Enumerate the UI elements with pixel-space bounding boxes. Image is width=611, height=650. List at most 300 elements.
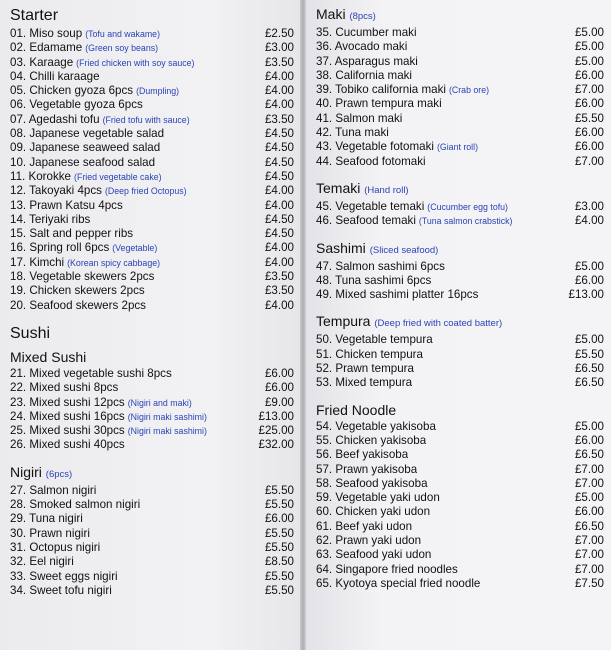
maki-section — [316, 6, 604, 169]
menu-item — [316, 491, 604, 505]
menu-item — [10, 84, 294, 98]
menu-item-name: 24. Mixed sushi 16pcs — [10, 409, 125, 423]
menu-item-price: £4.00 — [574, 214, 604, 228]
menu-item-name-wrap — [316, 520, 412, 534]
menu-item-name: 38. California maki — [316, 68, 413, 82]
menu-item-name-wrap — [10, 527, 90, 541]
menu-item — [316, 505, 604, 519]
menu-item-name: 64. Singapore fried noodles — [316, 562, 458, 576]
menu-item — [10, 199, 294, 213]
menu-item-price: £6.00 — [574, 433, 604, 447]
menu-item — [316, 520, 604, 534]
menu-item-price: £3.50 — [264, 55, 294, 69]
menu-item-name: 52. Prawn tempura — [316, 362, 414, 376]
menu-item-price: £4.00 — [264, 98, 294, 112]
menu-item-price: £4.00 — [264, 298, 294, 312]
menu-item — [10, 367, 294, 381]
menu-item-name: 04. Chilli karaage — [10, 69, 100, 83]
menu-item-name-wrap — [10, 199, 123, 213]
menu-item-price: £7.00 — [574, 83, 604, 97]
menu-item-price: £8.50 — [264, 555, 294, 569]
menu-item — [316, 362, 604, 376]
menu-item-price: £3.00 — [574, 199, 604, 213]
menu-item — [10, 424, 294, 438]
menu-item-name: 18. Vegetable skewers 2pcs — [10, 270, 155, 284]
left-menu-page — [0, 0, 300, 650]
menu-item-name: 34. Sweet tofu nigiri — [10, 583, 112, 597]
menu-item — [316, 69, 604, 83]
menu-item — [10, 438, 294, 452]
menu-item-name: 09. Japanese seaweed salad — [10, 141, 161, 155]
mixed-sushi-section — [10, 349, 294, 453]
menu-item — [316, 434, 604, 448]
menu-item — [316, 83, 604, 97]
menu-item-name-wrap — [10, 570, 118, 584]
menu-item-name: 42. Tuna maki — [316, 126, 389, 140]
menu-item — [316, 274, 604, 288]
fried-noodle-section — [316, 402, 604, 592]
menu-item-name: 49. Mixed sashimi platter 16pcs — [316, 288, 479, 302]
menu-item-price: £4.00 — [264, 255, 294, 269]
menu-item-name-wrap — [10, 424, 207, 438]
sashimi-note: (Sliced seafood) — [369, 244, 439, 256]
menu-item-price: £25.00 — [258, 424, 294, 438]
menu-item-price: £4.00 — [264, 184, 294, 198]
menu-item-name: 16. Spring roll 6pcs — [10, 241, 110, 255]
maki-items — [316, 26, 604, 169]
menu-item-name-wrap — [316, 126, 389, 140]
menu-item-name-wrap — [316, 140, 478, 154]
menu-item-name: 53. Mixed tempura — [316, 376, 413, 390]
menu-item-description: (Crab ore) — [448, 85, 490, 96]
menu-item-name-wrap — [10, 396, 192, 410]
menu-item-name-wrap — [10, 156, 155, 170]
menu-item-name-wrap — [316, 448, 408, 462]
menu-item-price: £6.00 — [574, 97, 604, 111]
menu-item — [10, 256, 294, 270]
menu-item-name-wrap — [10, 541, 100, 555]
menu-item-price: £5.00 — [574, 40, 604, 54]
mixed-sushi-items — [10, 367, 294, 453]
menu-item-name-wrap — [10, 512, 83, 526]
menu-item-price: £5.00 — [574, 419, 604, 433]
starter-section — [10, 6, 294, 313]
menu-item-name-wrap — [316, 97, 442, 111]
tempura-items — [316, 333, 604, 390]
fried-noodle-title: Fried Noodle — [316, 401, 397, 418]
menu-item-name-wrap — [316, 214, 512, 228]
menu-item — [10, 527, 294, 541]
menu-item-name-wrap — [316, 477, 428, 491]
menu-item-price: £5.50 — [264, 498, 294, 512]
maki-title-text: Maki — [316, 6, 346, 22]
menu-item — [10, 170, 294, 184]
menu-item-name-wrap — [10, 213, 90, 227]
menu-item-name: 02. Edamame — [10, 41, 83, 55]
menu-item — [10, 396, 294, 410]
menu-item — [316, 155, 604, 169]
menu-item-name: 30. Prawn nigiri — [10, 526, 90, 540]
menu-item-price: £7.00 — [574, 462, 604, 476]
menu-item-name-wrap — [316, 288, 478, 302]
menu-item — [10, 284, 294, 298]
menu-item-name: 46. Seafood temaki — [316, 214, 416, 228]
menu-item-name: 15. Salt and pepper ribs — [10, 227, 134, 241]
menu-item-name: 22. Mixed sushi 8pcs — [10, 381, 119, 395]
menu-item-price: £6.00 — [264, 366, 294, 380]
menu-item — [316, 126, 604, 140]
menu-item — [10, 555, 294, 569]
menu-item-name-wrap — [316, 548, 431, 562]
menu-item — [10, 184, 294, 198]
menu-item — [316, 260, 604, 274]
menu-item-price: £5.50 — [264, 569, 294, 583]
menu-item-name: 21. Mixed vegetable sushi 8pcs — [10, 366, 172, 380]
menu-item-name: 59. Vegetable yaki udon — [316, 491, 440, 505]
menu-item-name-wrap — [10, 410, 207, 424]
menu-item — [316, 577, 604, 591]
menu-item — [10, 127, 294, 141]
menu-item-price: £4.00 — [264, 198, 294, 212]
tempura-section — [316, 313, 604, 390]
menu-item — [316, 463, 604, 477]
menu-item — [10, 227, 294, 241]
menu-item-name: 45. Vegetable temaki — [316, 199, 425, 213]
menu-item-name: 63. Seafood yaki udon — [316, 548, 432, 562]
menu-item — [316, 563, 604, 577]
menu-item-name: 50. Vegetable tempura — [316, 333, 433, 347]
menu-item-name: 28. Smoked salmon nigiri — [10, 498, 141, 512]
menu-item-price: £4.50 — [264, 227, 294, 241]
menu-item-name-wrap — [316, 534, 421, 548]
menu-item — [316, 348, 604, 362]
menu-item-price: £3.50 — [264, 284, 294, 298]
menu-item — [316, 548, 604, 562]
menu-item-name: 37. Asparagus maki — [316, 54, 418, 68]
menu-item-description: (Tuna salmon crabstick) — [418, 216, 513, 227]
menu-item — [316, 214, 604, 228]
menu-item-name: 54. Vegetable yakisoba — [316, 419, 436, 433]
menu-item-price: £5.00 — [574, 491, 604, 505]
menu-item-name-wrap — [10, 584, 112, 598]
menu-item — [316, 448, 604, 462]
menu-item-price: £6.00 — [574, 273, 604, 287]
menu-item — [10, 113, 294, 127]
temaki-items — [316, 200, 604, 229]
menu-item-name-wrap — [316, 491, 440, 505]
menu-item — [316, 55, 604, 69]
menu-item — [10, 512, 294, 526]
menu-item-price: £4.50 — [264, 127, 294, 141]
menu-item-name-wrap — [10, 56, 194, 70]
menu-item-price: £5.00 — [574, 54, 604, 68]
menu-item — [316, 40, 604, 54]
menu-item-name-wrap — [316, 260, 445, 274]
menu-item-description: (Nigiri maki sashimi) — [127, 426, 207, 437]
menu-item-name-wrap — [316, 434, 426, 448]
menu-item-name: 11. Korokke — [10, 169, 72, 183]
menu-item — [316, 97, 604, 111]
menu-item — [316, 534, 604, 548]
menu-item-name-wrap — [10, 41, 158, 55]
menu-item-name-wrap — [316, 376, 412, 390]
menu-item-description: (Fried tofu with sauce) — [102, 114, 190, 125]
menu-item-description: (Cucumber egg tofu) — [427, 201, 508, 212]
menu-item-name-wrap — [10, 284, 145, 298]
menu-item-description: (Tofu and wakame) — [85, 29, 160, 39]
menu-item-name-wrap — [10, 241, 157, 255]
menu-item — [10, 98, 294, 112]
menu-item-price: £5.50 — [264, 583, 294, 597]
menu-item-price: £7.00 — [574, 548, 604, 562]
menu-item-name: 01. Miso soup — [10, 27, 83, 40]
menu-item-name-wrap — [10, 270, 154, 284]
menu-item-price: £9.00 — [264, 395, 294, 409]
menu-item-name: 06. Vegetable gyoza 6pcs — [10, 98, 143, 112]
menu-item-name-wrap — [10, 170, 162, 184]
menu-item-name-wrap — [316, 40, 407, 54]
menu-item-price: £6.00 — [574, 505, 604, 519]
menu-item-name-wrap — [316, 333, 433, 347]
menu-item-price: £4.50 — [264, 141, 294, 155]
tempura-note: (Deep fried with coated batter) — [374, 318, 503, 330]
menu-item-price: £4.00 — [264, 241, 294, 255]
menu-item-price: £6.00 — [574, 140, 604, 154]
menu-item-name: 39. Tobiko california maki — [316, 83, 446, 97]
menu-item-name-wrap — [10, 84, 179, 98]
menu-item-price: £13.00 — [258, 409, 294, 423]
menu-item-name-wrap — [10, 256, 160, 270]
menu-item-name: 23. Mixed sushi 12pcs — [10, 395, 125, 409]
menu-item — [10, 156, 294, 170]
menu-item-name-wrap — [10, 438, 125, 452]
menu-item — [10, 410, 294, 424]
menu-item-name-wrap — [316, 55, 418, 69]
nigiri-note: (6pcs) — [45, 468, 73, 480]
temaki-title — [316, 180, 604, 199]
menu-item — [10, 584, 294, 598]
menu-item-price: £6.50 — [574, 519, 604, 533]
menu-item-name: 33. Sweet eggs nigiri — [10, 569, 118, 583]
menu-item-description: (Fried vegetable cake) — [74, 171, 162, 182]
menu-item-name: 07. Agedashi tofu — [10, 112, 100, 126]
menu-item-price: £7.00 — [574, 534, 604, 548]
menu-item-price: £13.00 — [568, 288, 604, 302]
menu-item — [10, 541, 294, 555]
menu-item-description: (Vegetable) — [112, 243, 158, 254]
nigiri-section — [10, 464, 294, 598]
nigiri-title — [10, 464, 294, 483]
menu-item-name-wrap — [10, 113, 190, 127]
menu-item-price: £6.50 — [574, 448, 604, 462]
menu-item-name: 35. Cucumber maki — [316, 26, 417, 39]
menu-item-name-wrap — [316, 274, 431, 288]
menu-item-name-wrap — [10, 227, 133, 241]
menu-item-name: 60. Chicken yaki udon — [316, 505, 431, 519]
menu-item-name: 57. Prawn yakisoba — [316, 462, 418, 476]
menu-item — [10, 56, 294, 70]
menu-item-name-wrap — [316, 463, 417, 477]
starter-items — [10, 27, 294, 313]
menu-item-price: £6.50 — [574, 376, 604, 390]
menu-item-name: 03. Karaage — [10, 55, 74, 69]
menu-item-name-wrap — [10, 484, 96, 498]
menu-item — [10, 498, 294, 512]
menu-item-name: 40. Prawn tempura maki — [316, 97, 442, 111]
menu-item-name: 20. Seafood skewers 2pcs — [10, 298, 146, 312]
menu-item-name-wrap — [10, 27, 160, 41]
menu-item-name: 14. Teriyaki ribs — [10, 212, 91, 226]
menu-item-name: 58. Seafood yakisoba — [316, 476, 428, 490]
menu-item — [10, 299, 294, 313]
menu-item-name-wrap — [316, 577, 480, 591]
menu-item-price: £5.00 — [574, 333, 604, 347]
menu-item-name-wrap — [10, 381, 118, 395]
right-menu-page — [306, 0, 611, 650]
sashimi-title-text: Sashimi — [316, 239, 366, 256]
menu-item-name: 25. Mixed sushi 30pcs — [10, 424, 125, 438]
menu-item-description: (Nigiri and maki) — [127, 397, 192, 408]
menu-item — [316, 420, 604, 434]
temaki-title-text: Temaki — [316, 179, 361, 196]
menu-item-price: £4.50 — [264, 212, 294, 226]
menu-item-price: £6.50 — [574, 362, 604, 376]
menu-item-price: £7.00 — [574, 562, 604, 576]
menu-item-name: 29. Tuna nigiri — [10, 512, 83, 526]
menu-item — [316, 333, 604, 347]
menu-item-description: (Giant roll) — [436, 142, 479, 153]
menu-item-price: £4.50 — [264, 155, 294, 169]
menu-item-name-wrap — [10, 98, 143, 112]
menu-item-name: 10. Japanese seafood salad — [10, 155, 156, 169]
menu-item-name: 56. Beef yakisoba — [316, 448, 409, 462]
menu-item-name: 65. Kyotoya special fried noodle — [316, 576, 481, 590]
maki-title — [316, 6, 604, 25]
menu-item — [316, 26, 604, 40]
menu-item — [10, 27, 294, 41]
menu-item — [10, 241, 294, 255]
menu-item-name-wrap — [316, 200, 508, 214]
menu-item-name: 13. Prawn Katsu 4pcs — [10, 198, 123, 212]
menu-item — [10, 213, 294, 227]
menu-item-name-wrap — [10, 127, 164, 141]
menu-item-name: 17. Kimchi — [10, 255, 65, 269]
menu-item-price: £4.50 — [264, 169, 294, 183]
menu-item-price: £7.50 — [574, 576, 604, 590]
menu-item-price: £5.50 — [264, 483, 294, 497]
menu-item-name-wrap — [316, 362, 414, 376]
menu-item-name-wrap — [10, 498, 140, 512]
menu-item-name: 32. Eel nigiri — [10, 555, 74, 569]
menu-item-name: 36. Avocado maki — [316, 40, 408, 54]
menu-item-name-wrap — [316, 348, 423, 362]
menu-item-price: £5.50 — [574, 111, 604, 125]
menu-item-name: 55. Chicken yakisoba — [316, 433, 427, 447]
menu-item — [10, 570, 294, 584]
menu-item-name-wrap — [316, 83, 489, 97]
menu-item-name: 19. Chicken skewers 2pcs — [10, 284, 145, 298]
menu-item-name: 05. Chicken gyoza 6pcs — [10, 84, 134, 98]
menu-item-description: (Nigiri maki sashimi) — [127, 411, 207, 422]
menu-item — [316, 477, 604, 491]
menu-item-name: 62. Prawn yaki udon — [316, 534, 422, 548]
temaki-note: (Hand roll) — [364, 184, 409, 196]
menu-item-price: £5.50 — [264, 526, 294, 540]
menu-item-name-wrap — [316, 155, 426, 169]
sashimi-title — [316, 240, 604, 259]
menu-item-name-wrap — [10, 367, 172, 381]
menu-item-name: 51. Chicken tempura — [316, 347, 423, 361]
menu-item-name: 41. Salmon maki — [316, 111, 403, 125]
menu-item-price: £2.50 — [264, 27, 294, 40]
menu-item-price: £5.00 — [574, 26, 604, 39]
menu-item-name: 31. Octopus nigiri — [10, 540, 101, 554]
tempura-title-text: Tempura — [316, 313, 371, 330]
menu-item-price: £3.50 — [264, 112, 294, 126]
menu-item-name: 08. Japanese vegetable salad — [10, 127, 165, 141]
sashimi-items — [316, 260, 604, 303]
menu-item — [10, 141, 294, 155]
menu-item-description: (Korean spicy cabbage) — [67, 257, 161, 268]
menu-item-price: £6.00 — [264, 512, 294, 526]
starter-title: Starter — [10, 7, 59, 24]
menu-item-price: £3.00 — [264, 41, 294, 55]
menu-item-name-wrap — [316, 420, 436, 434]
menu-item-price: £5.50 — [264, 540, 294, 554]
menu-item-price: £4.00 — [264, 69, 294, 83]
menu-item-name: 61. Beef yaki udon — [316, 519, 413, 533]
menu-item-price: £3.50 — [264, 270, 294, 284]
menu-item — [10, 41, 294, 55]
menu-item-name-wrap — [316, 112, 402, 126]
menu-item — [316, 288, 604, 302]
menu-item-name-wrap — [10, 70, 100, 84]
mixed-sushi-title: Mixed Sushi — [10, 348, 87, 365]
nigiri-items — [10, 484, 294, 598]
menu-item-price: £4.00 — [264, 84, 294, 98]
fried-noodle-items — [316, 420, 604, 592]
menu-item-name: 26. Mixed sushi 40pcs — [10, 438, 125, 452]
nigiri-title-text: Nigiri — [10, 463, 42, 480]
menu-item-name: 44. Seafood fotomaki — [316, 154, 426, 168]
sushi-title: Sushi — [10, 324, 51, 342]
menu-item-name-wrap — [316, 563, 458, 577]
menu-item — [316, 376, 604, 390]
menu-item-name-wrap — [10, 184, 187, 198]
menu-item-name-wrap — [10, 141, 160, 155]
menu-item-description: (Dumpling) — [136, 86, 180, 97]
menu-item-description: (Deep fried Octopus) — [104, 186, 187, 197]
menu-item-price: £5.00 — [574, 259, 604, 273]
menu-item — [10, 484, 294, 498]
menu-item-price: £6.00 — [264, 381, 294, 395]
temaki-section — [316, 180, 604, 229]
menu-item-name-wrap — [316, 26, 417, 40]
menu-item-name-wrap — [10, 299, 146, 313]
menu-item — [10, 270, 294, 284]
maki-note: (8pcs) — [349, 11, 376, 22]
tempura-title — [316, 313, 604, 332]
menu-item-name: 48. Tuna sashimi 6pcs — [316, 273, 432, 287]
menu-item — [316, 200, 604, 214]
menu-item-name-wrap — [316, 505, 430, 519]
sashimi-section — [316, 240, 604, 303]
menu-item-price: £5.50 — [574, 347, 604, 361]
menu-item-description: (Fried chicken with soy sauce) — [76, 57, 195, 68]
menu-item-name-wrap — [316, 69, 412, 83]
menu-item-name: 12. Takoyaki 4pcs — [10, 184, 102, 198]
menu-item-price: £32.00 — [258, 438, 294, 452]
